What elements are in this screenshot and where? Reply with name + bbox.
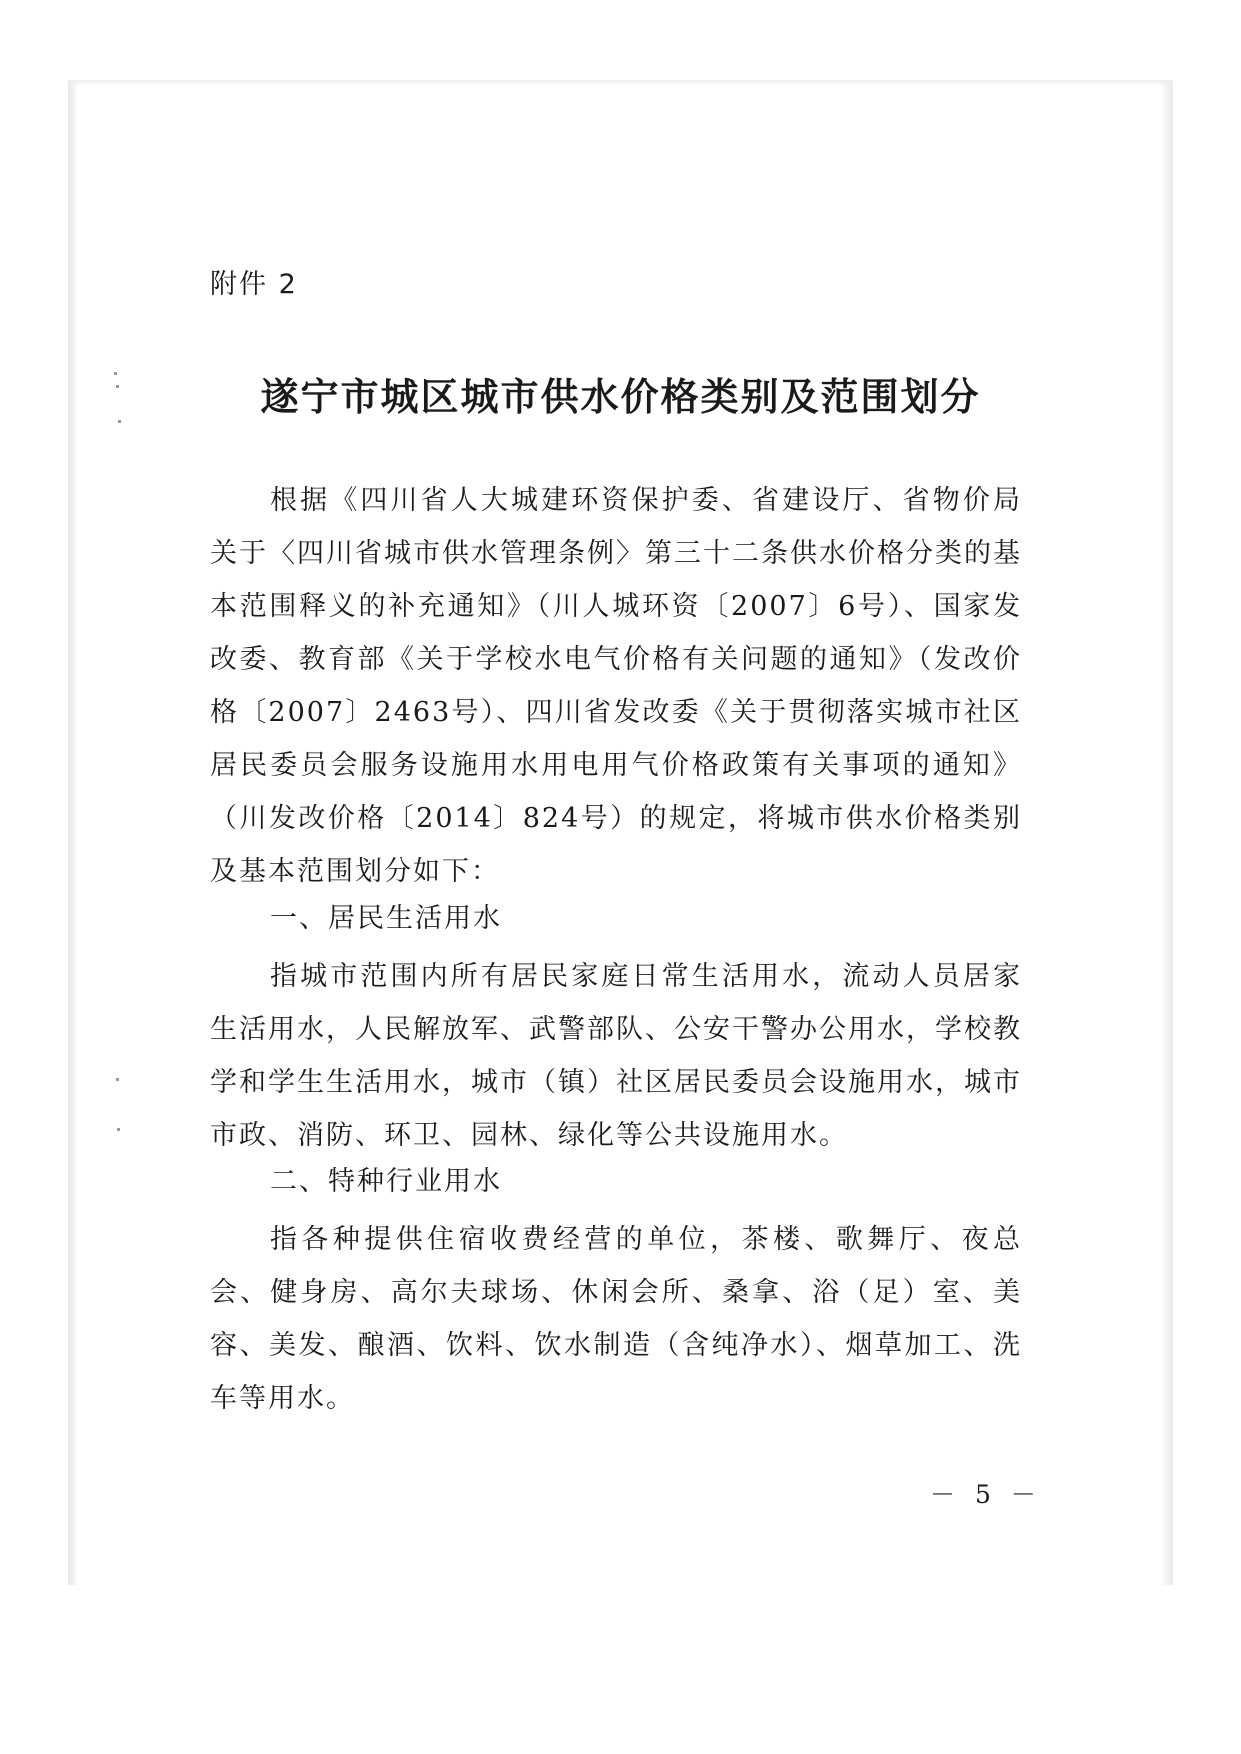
section-heading-residential: 一、居民生活用水 — [270, 903, 502, 934]
page-shadow-left — [68, 80, 78, 1585]
binding-mark — [116, 1078, 119, 1081]
binding-mark — [117, 1128, 120, 1131]
page-shadow-right — [1160, 80, 1173, 1585]
section-text-residential: 指城市范围内所有居民家庭日常生活用水，流动人员居家生活用水，人民解放军、武警部队、公安干警办公用水，学校教学和学生生活用水，城市（镇）社区居民委员会设施用水，城市市政、消防、环卫、园林、绿化等公共设施用水。 — [210, 961, 1022, 1151]
section-heading-special-industry: 二、特种行业用水 — [270, 1166, 502, 1197]
attachment-label: 附件 2 — [210, 269, 298, 300]
page-number: － 5 － — [930, 1480, 1042, 1509]
intro-paragraph: 根据《四川省人大城建环资保护委、省建设厅、省物价局关于〈四川省城市供水管理条例〉第三十二条供水价格分类的基本范围释义的补充通知》（川人城环资〔2007〕6号）、国家发改委、教育部《关于学校水电气价格有关问题的通知》（发改价格〔2007〕2463号）、四川省发改委《关于贯彻落实城市社区居民委员会服务设施用水用电用气价格政策有关事项的通知》（川发改价格〔2014〕824号）的规定，将城市供水价格类别及基本范围划分如下： — [210, 485, 1022, 887]
section-text-special-industry: 指各种提供住宿收费经营的单位，茶楼、歌舞厅、夜总会、健身房、高尔夫球场、休闲会所、桑拿、浴（足）室、美容、美发、酿酒、饮料、饮水制造（含纯净水）、烟草加工、洗车等用水。 — [210, 1224, 1022, 1414]
document-title: 遂宁市城区城市供水价格类别及范围划分 — [260, 374, 981, 419]
page-shadow-top — [68, 80, 1173, 86]
